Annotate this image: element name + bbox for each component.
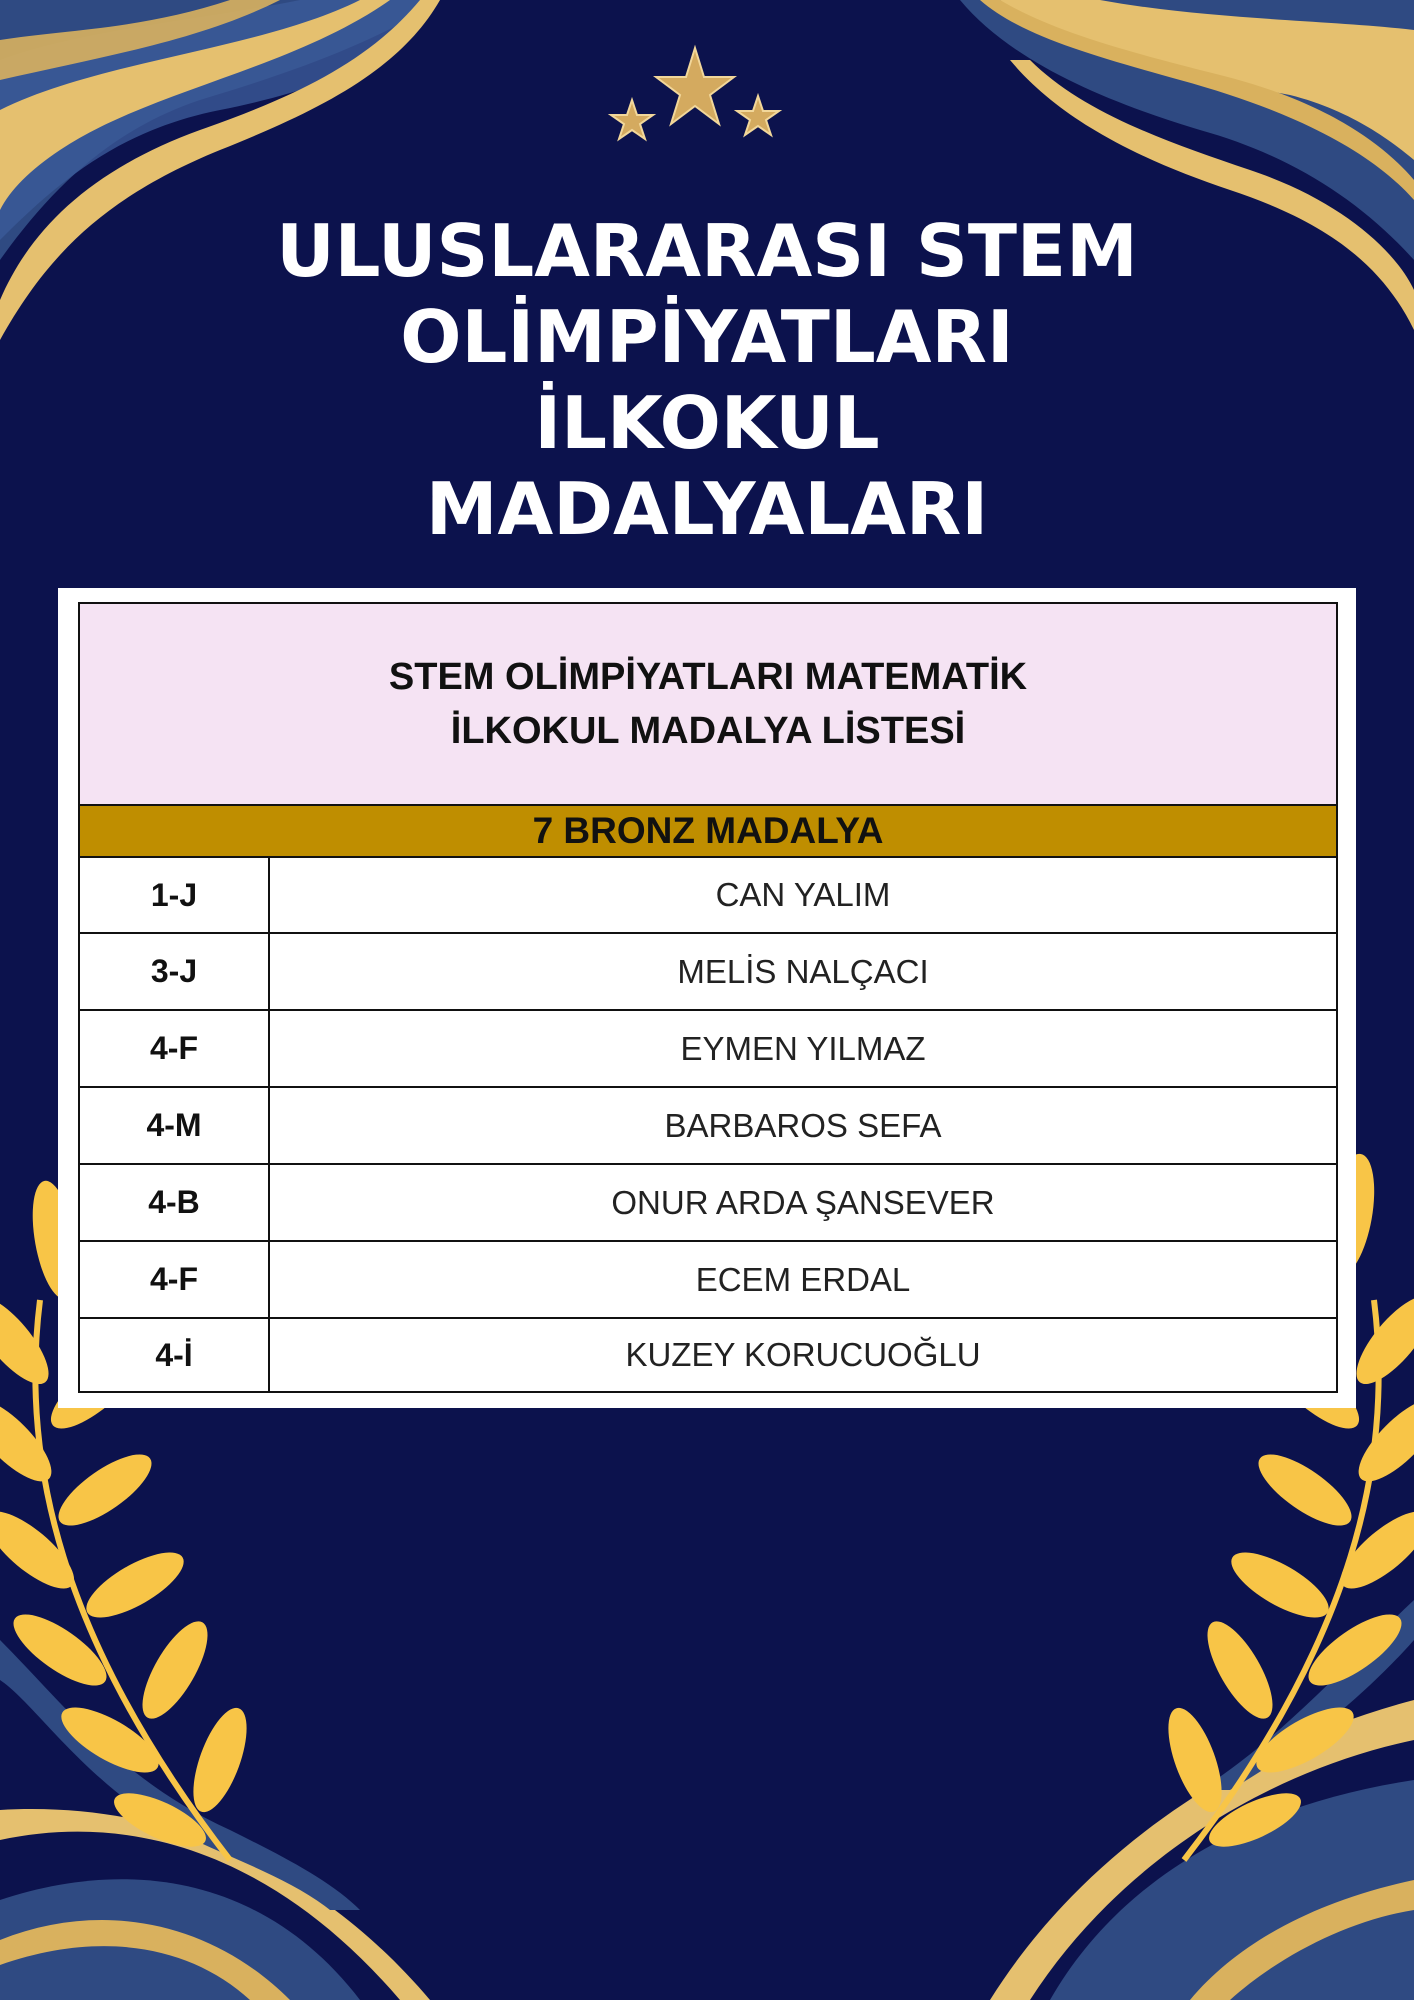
student-name-cell: KUZEY KORUCUOĞLU xyxy=(269,1318,1337,1392)
class-cell: 4-M xyxy=(79,1087,269,1164)
page-title xyxy=(157,208,1257,552)
class-cell: 4-F xyxy=(79,1241,269,1318)
table-title xyxy=(79,603,1337,805)
table-row xyxy=(79,1164,1337,1241)
medal-table-card xyxy=(58,588,1356,1408)
three-stars-icon xyxy=(600,40,790,150)
title-line: ULUSLARARASI STEM xyxy=(276,209,1138,293)
table-header-row xyxy=(79,603,1337,805)
table-row xyxy=(79,1241,1337,1318)
table-row xyxy=(79,933,1337,1010)
table-row xyxy=(79,1010,1337,1087)
class-cell: 4-B xyxy=(79,1164,269,1241)
class-cell: 4-F xyxy=(79,1010,269,1087)
medal-category-label: 7 BRONZ MADALYA xyxy=(79,805,1337,857)
title-line: OLİMPİYATLARI xyxy=(400,295,1014,379)
medal-band-row xyxy=(79,805,1337,857)
student-name-cell: ONUR ARDA ŞANSEVER xyxy=(269,1164,1337,1241)
medal-table xyxy=(78,602,1338,1393)
title-line: MADALYALARI xyxy=(425,467,989,551)
title-line: İLKOKUL xyxy=(534,381,880,465)
student-name-cell: CAN YALIM xyxy=(269,857,1337,933)
class-cell: 1-J xyxy=(79,857,269,933)
student-name-cell: EYMEN YILMAZ xyxy=(269,1010,1337,1087)
table-row xyxy=(79,1087,1337,1164)
class-cell: 3-J xyxy=(79,933,269,1010)
student-name-cell: MELİS NALÇACI xyxy=(269,933,1337,1010)
table-row xyxy=(79,1318,1337,1392)
table-title-line: STEM OLİMPİYATLARI MATEMATİK xyxy=(388,656,1028,698)
table-title-line: İLKOKUL MADALYA LİSTESİ xyxy=(450,710,966,752)
class-cell: 4-İ xyxy=(79,1318,269,1392)
table-row xyxy=(79,857,1337,933)
student-name-cell: ECEM ERDAL xyxy=(269,1241,1337,1318)
student-name-cell: BARBAROS SEFA xyxy=(269,1087,1337,1164)
